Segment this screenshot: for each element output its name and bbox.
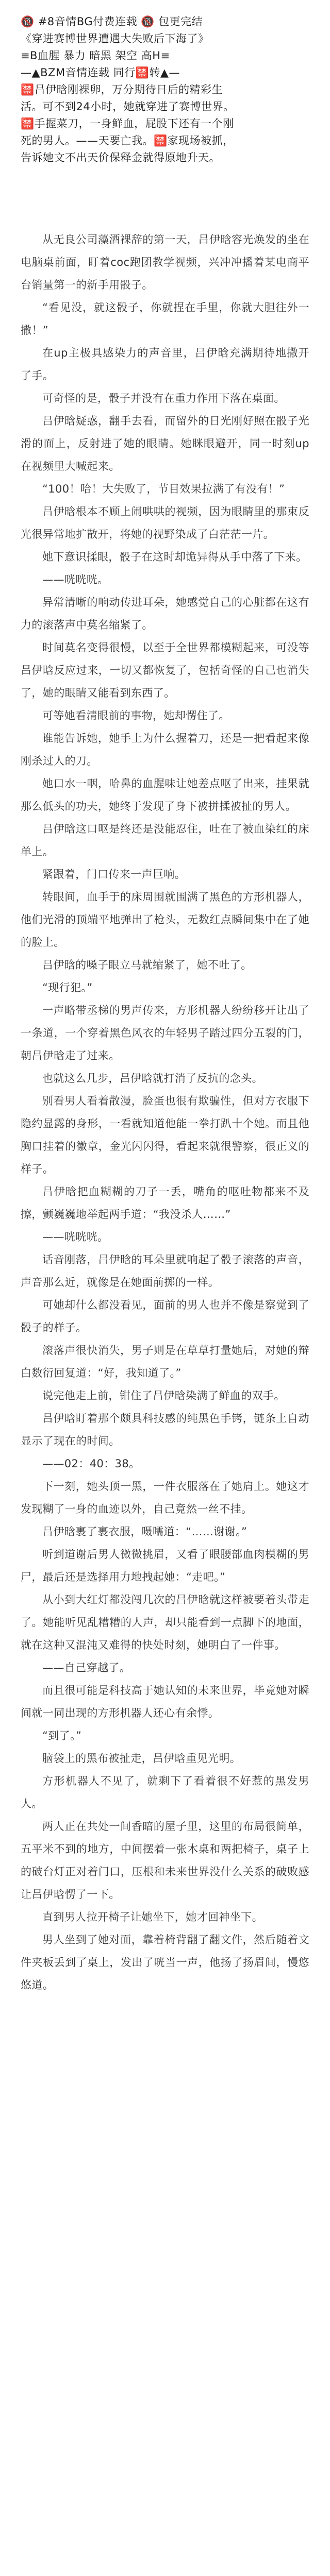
paragraph: ——咣咣咣。 [42, 1231, 109, 1243]
paragraph: 而且很可能是科技高于她认知的未来世界，毕竟她对瞬间就一同出现的方形机器人还心有余悸。 [21, 1684, 309, 1719]
paragraph: 异常清晰的响动传进耳朵，她感觉自己的心脏都在这有力的滚落声中莫名缩紧了。 [21, 596, 309, 631]
paragraph: 也就这么几步，吕伊晗就打消了反抗的念头。 [42, 1072, 263, 1084]
novel-header [0, 0, 330, 166]
paragraph: 可奇怪的是，骰子并没有在重力作用下落在桌面。 [42, 392, 285, 404]
paragraph: 在up主极具感染力的声音里，吕伊晗充满期待地撒开了手。 [21, 347, 309, 382]
paragraph: “100！哈！大失败了，节目效果拉满了有没有！” [42, 483, 285, 495]
paragraph: 她口水一咽，哈鼻的血腥味让她差点呕了出来，挂果就那么低头的功夫，她终于发现了身下被拼揉被扯的男人。 [21, 777, 309, 812]
header-line-1: 🔞 #8音情BG付费连载 🔞 包更完结 [21, 15, 203, 28]
paragraph: 吕伊晗疑惑，翻手去看，而留外的日光刚好照在骰子光滑的面上，反射进了她的眼睛。她眯眼避开，同一时刻up在视频里大喊起来。 [21, 415, 309, 472]
paragraph: “看见没，就这骰子，你就捏在手里，你就大胆往外一撒！” [21, 301, 309, 336]
header-line-3: ≡B血腥 暴力 暗黑 架空 高H≡ [21, 49, 170, 62]
paragraph: 下一刻，她头顶一黑，一件衣服落在了她肩上。她这才发现糊了一身的血迹以外，自己竟然一丝不挂。 [21, 1480, 309, 1515]
paragraph: ——咣咣咣。 [42, 573, 109, 586]
story-body [0, 228, 330, 2017]
header-line-7: 🈲手握菜刀，一身鲜血，屁股下还有一个刚 [21, 117, 234, 130]
paragraph: 可等她看清眼前的事物，她却愣住了。 [42, 709, 230, 722]
header-line-6: 活。可不到24小时，她就穿进了赛博世界。 [21, 100, 235, 113]
paragraph: 一声略带丞梯的男声传来，方形机器人纷纷移开让出了一条道，一个穿着黑色风衣的年轻男子踏过四分五裂的门，朝吕伊晗走了过来。 [21, 1004, 309, 1062]
header-line-8: 死的男人。——天要亡我。🈲家现场被抓， [21, 134, 234, 147]
paragraph: 时间莫名变得很慢，以至于全世界都模糊起来，可没等吕伊晗反应过来，一切又都恢复了，包括奇怪的自己也消失了，她的眼睛又能看到东西了。 [21, 641, 309, 699]
paragraph: 两人正在共处一间香暗的屋子里，这里的布局很简单，五平米不到的地方，中间摆着一张木桌和两把椅子，桌子上的破台灯正对着门口，压根和未来世界没什么关系的破败感让吕伊晗愣了一下。 [21, 1820, 309, 1901]
paragraph: ——自己穿越了。 [42, 1662, 131, 1674]
paragraph: 从无良公司藻酒裸辞的第一天，吕伊晗容光焕发的坐在电脑桌前面，盯着coc跑团教学视频，兴冲冲播着某电商平台销量第一的新手用骰子。 [21, 233, 309, 291]
paragraph: 从小到大红灯都没闯几次的吕伊晗就这样被要着头带走了。她能听见乱糟糟的人声，却只能看到一点脚下的地面，就在这种又混沌又难得的快处时刻，她明白了一件事。 [21, 1594, 309, 1651]
paragraph: 吕伊晗把血糊糊的刀子一丢，嘴角的呕吐物都来不及擦，颤巍巍地举起两手道：“我没杀人……” [21, 1185, 309, 1221]
paragraph: 说完他走上前，钳住了吕伊晗染满了鲜血的双手。 [42, 1389, 285, 1402]
paragraph: 吕伊晗根本不顾上闹哄哄的视频，因为眼睛里的那束反光很异常地扩散开，将她的视野染成了白茫茫一片。 [21, 505, 309, 540]
paragraph: 吕伊晗盯着那个颇具科技感的纯黑色手铐，链条上自动显示了现在的时间。 [21, 1412, 309, 1447]
paragraph: 脑袋上的黑布被扯走，吕伊晗重见光明。 [42, 1752, 241, 1765]
paragraph: 吕伊晗裹了裹衣服，嗫嚅道：“……谢谢。” [42, 1526, 248, 1538]
paragraph: 吕伊晗的嗓子眼立马就缩紧了，她不吐了。 [42, 959, 252, 971]
paragraph: 别看男人看着散漫，脸蛋也很有欺骗性，但对方衣服下隐约显露的身形，一看就知道他能一拳打趴十个她。而且他胸口挂着的徽章，金光闪闪得，看起来就很警察，很正义的样子。 [21, 1095, 309, 1175]
paragraph: 男人坐到了她对面，靠着椅背翻了翻文件，然后随着文件夹板丢到了桌上，发出了咣当一声，他扬了扬眉间，慢悠悠道。 [21, 1934, 309, 1991]
paragraph: 可她却什么都没看见，面前的男人也并不像是察觉到了骰子的样子。 [21, 1299, 309, 1334]
paragraph: 吕伊晗这口呕是终还是没能忍住，吐在了被血染红的床单上。 [21, 823, 309, 858]
header-line-4: —▲BZM音情连载 同行🈲转▲— [21, 66, 180, 79]
paragraph: 直到男人拉开椅子让她坐下，她才回神坐下。 [42, 1911, 263, 1923]
paragraph: 谁能告诉她，她手上为什么握着刀，还是一把看起来像刚杀过人的刀。 [21, 732, 309, 767]
paragraph: 紧跟着，门口传来一声巨响。 [42, 868, 186, 880]
header-line-5: 🈲吕伊晗刚裸卵，万分期待日后的精彩生 [21, 83, 223, 96]
section-gap [0, 166, 330, 228]
paragraph: ——02：40：38。 [42, 1458, 140, 1470]
header-line-2: 《穿进赛博世界遭遇大失败后下海了》 [21, 32, 209, 45]
paragraph: 转眼间，血手于的床周围就围满了黑色的方形机器人，他们光滑的顶端平地弹出了枪头，无数红点瞬间集中在了她的脸上。 [21, 891, 309, 948]
paragraph: “到了。” [42, 1730, 82, 1742]
paragraph: 方形机器人不见了，就剩下了看着很不好惹的黑发男人。 [21, 1775, 309, 1810]
header-line-9: 告诉她文不出天价保释金就得原地升天。 [21, 151, 220, 164]
paragraph: “现行犯。” [42, 981, 93, 994]
paragraph: 话音刚落，吕伊晗的耳朵里就响起了骰子滚落的声音，声音那么近，就像是在她面前掷的一样。 [21, 1253, 309, 1289]
paragraph: 她下意识揉眼，骰子在这时却诡异得从手中落了下来。 [42, 551, 307, 563]
paragraph: 听到道谢后男人微微挑眉，又看了眼腰部血肉模糊的男尸，最后还是选择用力地拽起她：“走吧。” [21, 1548, 309, 1583]
paragraph: 滚落声很快消失，男子则是在草草打量她后，对她的辩白数衍回复道：“好，我知道了。” [21, 1344, 309, 1379]
